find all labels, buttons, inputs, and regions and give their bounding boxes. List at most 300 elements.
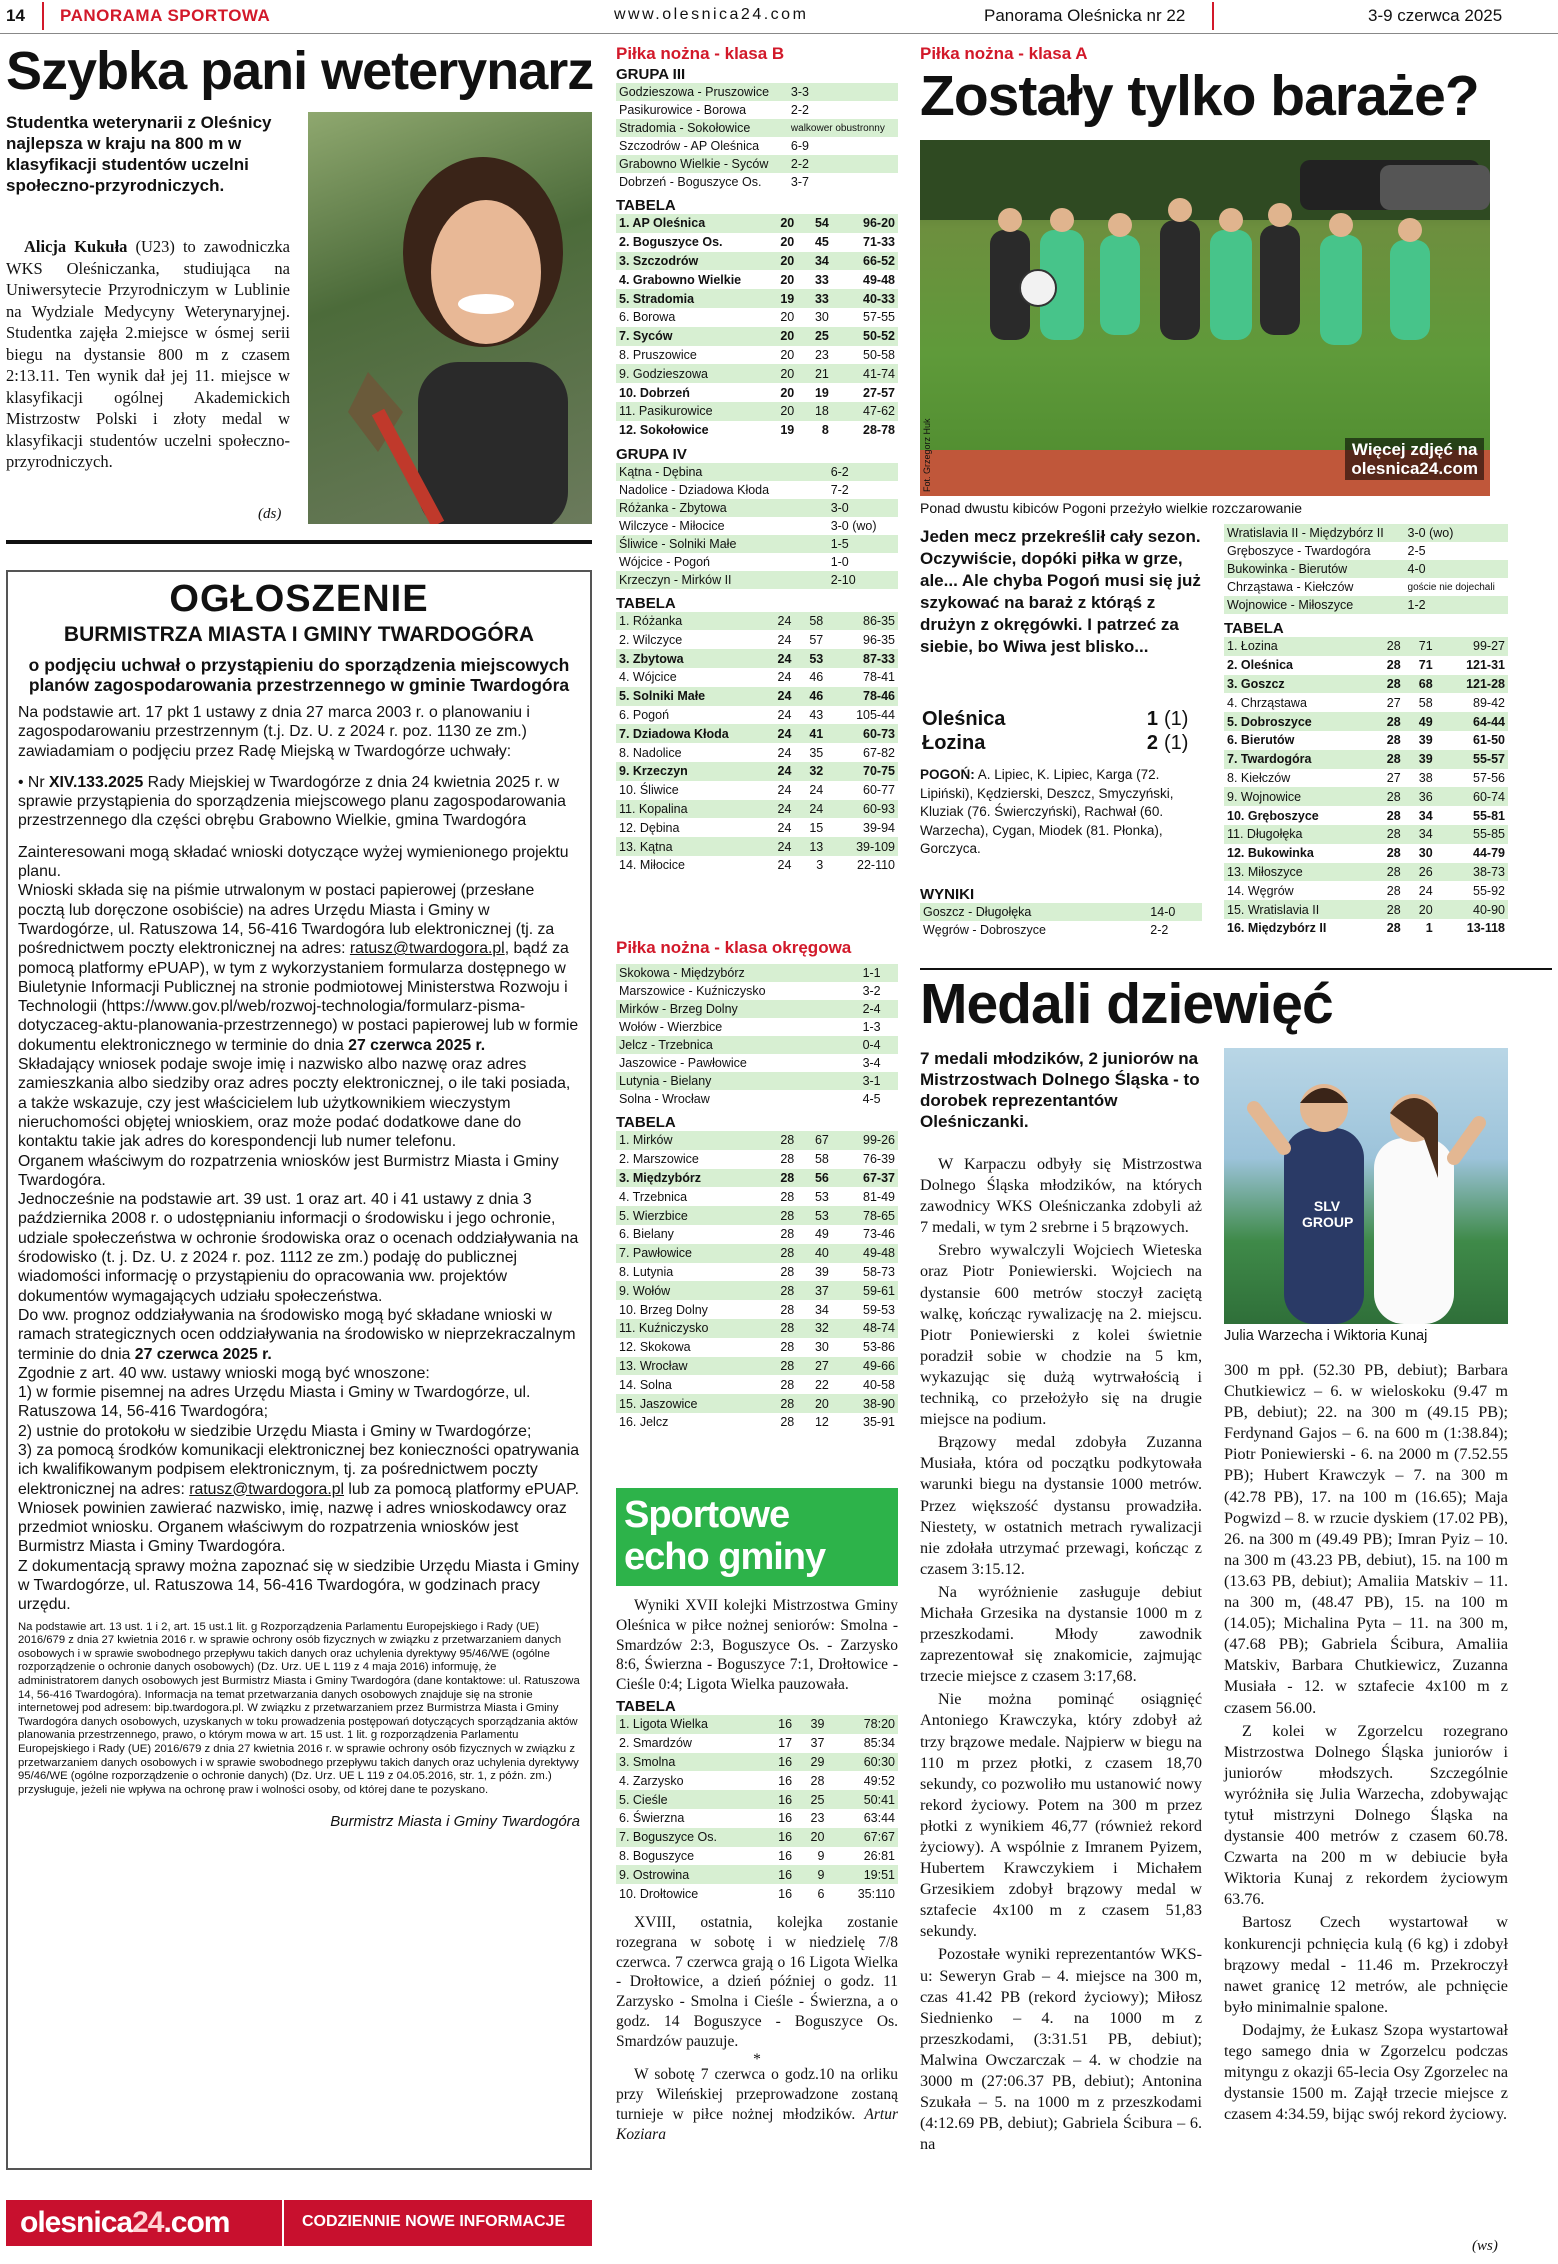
result-row (616, 517, 898, 535)
match-teams: Wilczyce - Miłocice (619, 518, 725, 533)
goals: 39-94 (863, 820, 895, 835)
standings-row (1224, 750, 1508, 769)
goals: 78:20 (827, 1715, 898, 1734)
standings-row (1224, 881, 1508, 900)
standings-row (616, 421, 898, 440)
points: 26 (1404, 863, 1436, 882)
match-teams: Wojnowice - Miłoszyce (1224, 596, 1405, 614)
games: 28 (763, 1131, 798, 1150)
match-score: 3-1 (860, 1072, 898, 1090)
games: 24 (763, 724, 795, 743)
match-score: 1-0 (830, 554, 849, 569)
photo-caption: Ponad dwustu kibiców Pogoni przeżyło wielkie rozczarowanie (920, 500, 1303, 516)
result-row (920, 903, 1202, 921)
announcement-text (18, 703, 580, 1615)
games: 28 (763, 1206, 798, 1225)
points: 20 (795, 1828, 827, 1847)
goals: 60-77 (863, 783, 895, 798)
games: 16 (778, 1773, 793, 1788)
standings-row (616, 612, 898, 631)
article-title: Szybka pani weterynarz (6, 41, 594, 101)
points: 27 (797, 1357, 832, 1376)
announcement-authority: BURMISTRZA MIASTA I GMINY TWARDOGÓRA (63, 623, 535, 646)
team-name: 4. Wójcice (619, 670, 677, 685)
match-teams: Wratislavia II - Międzybórz II (1224, 524, 1405, 542)
standings-row (616, 364, 898, 383)
klasa-b-section (616, 44, 898, 875)
games: 16 (763, 1715, 795, 1734)
standings-row (616, 1715, 898, 1734)
points: 24 (1418, 883, 1433, 898)
ann-para: • Nr XIV.133.2025 Rady Miejskiej w Twardogórze z dnia 24 kwietnia 2025 r. w sprawie przystąpienia do sporządzenia miejscowego planu zagospodarowania przestrzennego dla części obrębu Grabowno Wielkie, gmina Twardogóra (18, 773, 566, 830)
score-row (922, 708, 1200, 730)
standings-row (616, 402, 898, 421)
goals: 59-61 (832, 1281, 898, 1300)
games: 20 (763, 364, 798, 383)
standings-row (1224, 712, 1508, 731)
games: 24 (777, 783, 792, 798)
match-teams: Chrząstawa - Kiełczów (1227, 580, 1354, 594)
result-row (1224, 524, 1508, 542)
points: 33 (797, 289, 832, 308)
points: 53 (797, 1206, 832, 1225)
goals: 35:110 (857, 1886, 895, 1901)
points: 49 (1404, 712, 1436, 731)
team-name: 8. Nadolice (619, 745, 682, 760)
points: 49 (814, 1227, 829, 1242)
match-teams: Szczodrów - AP Oleśnica (619, 139, 760, 153)
gmina-body: XVIII, ostatnia, kolejka zostanie rozegrana w sobotę i w niedzielę 7/8 czerwca. 7 czerwca grają o 16 Ligota Wielka - Drołtowice, a dzień później o godz. 11 Zarzysko - Smolna i Cieśle - Świerzna, a o godz. 14 Boguszyce - Boguszyce Os. Smardzów pauzuje. * W sobotę 7 czerwca o godz.10 na orliku przy Wileńskiej przeprowadzone zostaną turnieje w piłce nożnej młodzików. Artur Koziara (616, 1913, 898, 2143)
goals: 49:52 (863, 1773, 895, 1788)
gmina-article (616, 1596, 898, 2147)
standings-row (616, 1244, 898, 1263)
standings-row (616, 214, 898, 233)
match-teams: Pasikurowice - Borowa (619, 103, 747, 117)
article-paragraph: Nie można pominąć osiągnięć Antoniego Krawczyka, który zdobył aż trzy brązowe medale. Najpierw w biegu na 110 m przez płotki, z czasem 18,70 sekundy, co pozwoliło mu ustanowić nowy rekord życiowy. Potem na 300 m przez płotki z wynikiem 46,77 (również rekord życiowy). A wspólnie z Imranem Pyizem, Hubertem Krawczykiem i Michałem Grzesikiem zdobył brązowy medal w sztafecie 4x100 m z czasem 51,83 sekundy. (920, 1690, 1202, 1941)
article-paragraph: Dodajmy, że Łukasz Szopa wystartował tego samego dnia w Zgorzelcu podczas mityngu z okazji 65-lecia Osy Zgorzelec na dystansie 1500 m. Zajął trzecie miejsce z czasem 4:34.59, bijąc swój rekord życiowy. (1224, 2020, 1508, 2124)
team-name: 7. Syców (616, 327, 763, 346)
points: 23 (810, 1811, 825, 1826)
announcement-box (6, 570, 592, 2170)
points: 53 (794, 649, 826, 668)
match-teams: Nadolice - Dziadowa Kłoda (619, 482, 770, 497)
match-teams: Kątna - Dębina (616, 463, 828, 481)
match-score: 14-0 (1147, 903, 1202, 921)
points: 71 (1404, 637, 1436, 656)
games: 28 (780, 1152, 795, 1167)
result-row (616, 173, 898, 191)
goals: 40-90 (1436, 900, 1508, 919)
points: 23 (814, 347, 829, 362)
team-name: 2. Wilczyce (619, 632, 683, 647)
goals: 86-35 (826, 612, 898, 631)
match-score: 2-2 (1150, 923, 1169, 937)
goals: 59-53 (863, 1302, 895, 1317)
divider (920, 968, 1552, 970)
games: 24 (763, 687, 795, 706)
team-name: 16. Międzybórz II (1227, 921, 1327, 936)
result-row (616, 553, 898, 571)
issue-label: Panorama Oleśnicka nr 22 (984, 6, 1186, 25)
announcement-signature: Burmistrz Miasta i Gminy Twardogóra (330, 1813, 580, 1831)
games: 28 (1372, 637, 1404, 656)
games: 24 (777, 707, 792, 722)
team-name: 11. Kuźniczysko (616, 1319, 763, 1338)
table-heading: TABELA (1224, 620, 1284, 637)
standings-table (616, 214, 898, 440)
games: 16 (763, 1790, 795, 1809)
games: 28 (1372, 712, 1404, 731)
points: 34 (1418, 808, 1433, 823)
ann-para: 1) w formie pisemnej na adres Urzędu Miasta i Gminy w Twardogórze, ul. Ratuszowa 14, 56-416 Twardogóra; (18, 1384, 531, 1421)
result-row (616, 1036, 898, 1054)
match-score: 3-0 (wo) (830, 518, 877, 533)
standings-row (616, 1187, 898, 1206)
games: 28 (1386, 733, 1401, 748)
games: 28 (1386, 846, 1401, 861)
games: 28 (1386, 921, 1401, 936)
games: 28 (780, 1302, 795, 1317)
team-name: 9. Krzeczyn (616, 762, 763, 781)
games: 20 (763, 327, 798, 346)
games: 24 (763, 762, 795, 781)
team-name: 4. Zarzysko (619, 1773, 684, 1788)
goals: 35-91 (863, 1415, 895, 1430)
goals: 96-20 (832, 214, 898, 233)
standings-row (616, 1357, 898, 1376)
team-name: 1. Różanka (616, 612, 763, 631)
match-teams: Wołów - Wierzbice (619, 1020, 723, 1034)
games: 16 (763, 1828, 795, 1847)
email-link[interactable]: ratusz@twardogora.pl (189, 1480, 345, 1498)
team-name: 3. Smolna (616, 1753, 763, 1772)
points: 30 (814, 1340, 829, 1355)
team-name: 5. Stradomia (616, 289, 763, 308)
games: 28 (780, 1264, 795, 1279)
team-name: 12. Bukowinka (1227, 846, 1314, 861)
article-title: Zostały tylko baraże? (920, 64, 1479, 128)
standings-row (616, 346, 898, 365)
games: 28 (1372, 675, 1404, 694)
goals: 55-81 (1473, 808, 1505, 823)
standings-row (1224, 656, 1508, 675)
points: 67 (797, 1131, 832, 1150)
games: 20 (780, 347, 795, 362)
article-paragraph: Brązowy medal zdobyła Zuzanna Musiała, która od początku podkytowała warunki biegu na dystansie 1000 metrów. Przez większość dystansu prowadziła. Niestety, w ostatnich metrach rywalizacji nie zdołała utrzymać przewagi, kończąc z czasem 3:15.12. (920, 1433, 1202, 1578)
athletes-photo (1224, 1048, 1508, 1324)
points: 22 (814, 1377, 829, 1392)
points: 54 (797, 214, 832, 233)
standings-row (1224, 844, 1508, 863)
standings-row (616, 649, 898, 668)
standings-row (1224, 863, 1508, 882)
standings-row (616, 252, 898, 271)
games: 24 (763, 837, 795, 856)
team-name: 10. Śliwice (619, 783, 679, 798)
standings-row (616, 308, 898, 327)
goals: 44-79 (1473, 846, 1505, 861)
team-name: 7. Dziadowa Kłoda (616, 724, 763, 743)
shirt-logo: SLV GROUP (1302, 1198, 1354, 1230)
points: 53 (814, 1189, 829, 1204)
games: 16 (763, 1753, 795, 1772)
ann-para: Wniosek powinien zawierać nazwisko, imię, nazwę i adres wnioskodawcy oraz przedmiot wniosku. Organem właściwym do rozpatrzenia wniosków jest Burmistrz Miasta i Gminy Twardogóra. (18, 1499, 567, 1556)
points: 9 (795, 1865, 827, 1884)
email-link[interactable]: ratusz@twardogora.pl (349, 940, 505, 958)
match-teams: Lutynia - Bielany (616, 1072, 860, 1090)
points: 32 (794, 762, 826, 781)
points: 1 (1425, 921, 1433, 936)
games: 28 (780, 1340, 795, 1355)
team-lineup: POGOŃ: A. Lipiec, K. Lipiec, Karga (72. Lipiński), Kędzierski, Deszcz, Smyczyński, Kluziak (76. Świerczyński), Rachwał (60. Warzecha), Cygan, Miodek (81. Płonka), Gorczyca. (920, 767, 1174, 856)
article-paragraph: 300 m ppł. (52.30 PB, debiut); Barbara Chutkiewicz – 6. w wieloskoku (9.47 m PB, debiut); 22. na 300 m (49.15 PB); Ferdynand Gajos – 6. na 600 m (1:38.84); Piotr Poniewierski - 6. na 2000 m (7.52.55 PB); Hubert Krawczyk – 7. na 300 m (42.78 PB), 17. na 100 m (16.65); Maja Pogwizd – 8. w rzucie dyskiem (17.02 PB), 26. na 300 m (49.49 PB); Imran Pyiz – 10. na 300 m (43.23 PB, debiut), 15. na 100 m (13.63 PB, debiut); Amaliia Matskiv – 11. na 300 m, (48.47 PB), 15. na 100 m (14.05); Michalina Pyta – 11. na 300 m, (47.68 PB); Gabriela Ścibura, Amaliia Matskiv, Barbara Chutkiewicz, Zuzanna Musiała - 12. w sztafecie 4x100 m z czasem 56.00. (1224, 1361, 1508, 1717)
games: 28 (1372, 825, 1404, 844)
points: 39 (1404, 750, 1436, 769)
match-score: 3-0 (828, 499, 898, 517)
team-name: 4. Grabowno Wielkie (619, 272, 742, 287)
goals: 64-44 (1436, 712, 1508, 731)
points: 30 (1418, 846, 1433, 861)
standings-table (1224, 637, 1508, 938)
goals: 27-57 (863, 385, 895, 400)
team-name: 6. Pogoń (619, 707, 670, 722)
goals: 76-39 (863, 1152, 895, 1167)
points: 30 (814, 310, 829, 325)
announcement-subject: o podjęciu uchwał o przystąpieniu do sporządzenia miejscowych planów zagospodarowania przestrzennego w gminie Twardogóra (28, 655, 570, 695)
points: 34 (797, 252, 832, 271)
goals: 121-28 (1436, 675, 1508, 694)
table-heading: TABELA (616, 1114, 676, 1131)
article-lead: Studentka weterynarii z Oleśnicy najlepsza w kraju na 800 m w klasyfikacji studentów uczelni społeczno-przyrodniczych. (6, 113, 272, 195)
goals: 78-65 (832, 1206, 898, 1225)
standings-table (616, 612, 898, 875)
goals: 73-46 (863, 1227, 895, 1242)
result-row (616, 571, 898, 589)
team-name: 8. Pruszowice (619, 347, 697, 362)
games: 16 (778, 1886, 793, 1901)
team-name: 9. Wojnowice (1224, 787, 1372, 806)
group-heading: GRUPA IV (616, 445, 687, 463)
games: 20 (780, 310, 795, 325)
standings-row (616, 1865, 898, 1884)
games: 19 (780, 423, 795, 438)
result-row (616, 535, 898, 553)
results-table (1224, 524, 1508, 614)
points: 58 (794, 612, 826, 631)
goals: 85:34 (863, 1736, 895, 1751)
article-paragraph: Z kolei w Zgorzelcu rozegrano Mistrzostwa Dolnego Śląska juniorów i juniorów młodszych. Szczególnie wyróżniła się Julia Warzecha, zdobywając tytuł mistrzyni Dolnego Śląska na dystansie 400 metrów z czasem 60.78. Czwarta na 200 m w debiucie była Wiktoria Kunaj z rekordem życiowym 63.76. (1224, 1721, 1508, 1909)
section-heading: Piłka nożna - klasa okręgowa (616, 938, 852, 957)
match-score: 4-0 (1405, 560, 1508, 578)
goals: 49-66 (832, 1357, 898, 1376)
result-row (616, 1090, 898, 1108)
site-url[interactable]: www.olesnica24.com (614, 6, 809, 23)
match-score: 2-10 (828, 571, 898, 589)
goals: 38-73 (1436, 863, 1508, 882)
match-score: 3-7 (790, 175, 809, 189)
standings-row (1224, 675, 1508, 694)
issue-date: 3-9 czerwca 2025 (1368, 6, 1503, 25)
match-score: 2-2 (790, 103, 809, 117)
points: 39 (795, 1715, 827, 1734)
points: 19 (814, 385, 829, 400)
team-name: 14. Solna (619, 1377, 672, 1392)
photo-caption: Julia Warzecha i Wiktoria Kunaj (1224, 1328, 1428, 1344)
games: 24 (777, 820, 792, 835)
team-name: 9. Ostrowina (616, 1865, 763, 1884)
standings-row (616, 1281, 898, 1300)
team-name: 12. Dębina (619, 820, 680, 835)
points: 57 (809, 632, 824, 647)
ann-para: Składający wniosek podaje swoje imię i nazwisko albo nazwę oraz adres zamieszkania albo siedziby oraz adres poczty elektronicznej, o ile taki posiada, a także wskazuje, czy jest właścicielem lub użytkownikiem wieczystym nieruchomości objętej wnioskiem, oraz może podać dodatkowe dane do kontaktu takie jak adres do korespondencji lub numer telefonu. (18, 1056, 571, 1151)
results-heading: WYNIKI (920, 886, 975, 903)
standings-row (616, 743, 898, 762)
separator-star: * (753, 2050, 761, 2068)
athletes-photo-illustration (1224, 1048, 1508, 1324)
points: 56 (797, 1169, 832, 1188)
points: 41 (794, 724, 826, 743)
footer-banner[interactable] (6, 2200, 592, 2246)
goals: 71-33 (863, 235, 895, 250)
goals: 49-48 (832, 1244, 898, 1263)
standings-row (616, 383, 898, 402)
games: 27 (1386, 770, 1401, 785)
points: 32 (797, 1319, 832, 1338)
article-lead: Jeden mecz przekreślił cały sezon. Oczywiście, dopóki piłka w grze, ale... Ale chyba Pogoń musi się już szykować na baraż z którąś z drużyn z okręgówki. I patrzeć za siebie, bo Wiwa jest blisko... (920, 527, 1201, 656)
standings-row (616, 1734, 898, 1753)
goals: 60-93 (826, 800, 898, 819)
team-name: 8. Lutynia (619, 1264, 674, 1279)
games: 20 (763, 402, 798, 421)
result-row (1224, 578, 1508, 596)
match-score: 2-4 (860, 1000, 898, 1018)
goals: 60-73 (826, 724, 898, 743)
standings-row (1224, 825, 1508, 844)
games: 28 (780, 1227, 795, 1242)
games: 27 (1386, 695, 1401, 710)
games: 20 (763, 252, 798, 271)
standings-row (616, 1319, 898, 1338)
article-signature: Artur Koziara (616, 2105, 898, 2143)
games: 16 (763, 1865, 795, 1884)
result-row (616, 83, 898, 101)
klasa-a-results-left (920, 880, 1202, 939)
games: 28 (780, 1377, 795, 1392)
match-teams: Gręboszyce - Twardogóra (1227, 544, 1371, 558)
games: 19 (763, 289, 798, 308)
goals: 38-90 (832, 1394, 898, 1413)
match-score: 3-2 (862, 984, 881, 998)
standings-row (616, 668, 898, 687)
goals: 47-62 (832, 402, 898, 421)
goals: 67-82 (863, 745, 895, 760)
team-name: 7. Pawłowice (616, 1244, 763, 1263)
points: 34 (1404, 825, 1436, 844)
team-name: Oleśnica (922, 708, 1006, 730)
goals: 60:30 (827, 1753, 898, 1772)
goals: 49-48 (863, 272, 895, 287)
match-score: 1-5 (828, 535, 898, 553)
results-table (920, 903, 1202, 939)
games: 24 (777, 670, 792, 685)
games: 16 (778, 1848, 793, 1863)
team-name: 2. Oleśnica (1227, 658, 1294, 673)
goals: 55-92 (1473, 883, 1505, 898)
standings-row (616, 762, 898, 781)
goals: 67:67 (827, 1828, 898, 1847)
result-row (1224, 596, 1508, 614)
points: 68 (1404, 675, 1436, 694)
standings-row (616, 800, 898, 819)
announcement-title: OGŁOSZENIE (169, 578, 429, 620)
table-heading: TABELA (616, 197, 676, 214)
match-teams: Grabowno Wielkie - Syców (616, 155, 788, 173)
match-teams: Jaszowice - Pawłowice (619, 1056, 747, 1070)
team-name: 1. Mirków (616, 1131, 763, 1150)
result-row (616, 137, 898, 155)
gdpr-notice: Na podstawie art. 13 ust. 1 i 2, art. 15 ust.1 lit. g Rozporządzenia Parlamentu Europejskiego i Rady (UE) 2016/679 z dnia 27 kwietnia 2016 r. w sprawie ochrony osób fizycznych w związku z przetwarzaniem danych osobowych i w sprawie swobodnego przepływu takich danych oraz uchylenia dyrektywy 95/46/WE (ogólne rozporządzenie o ochronie danych osobowych) (Dz. Urz. UE L 119 z 4 maja 2016) informuję, że administratorem danych osobowych jest Burmistrz Miasta i Gminy Twardogóra (dane kontaktowe: ul. Ratuszowa 14, 56-416 Twardogóra). Informacja na temat przetwarzania danych osobowych znajduje się na stronie internetowej pod adresem: bip.twardogora.pl. W związku z przetwarzaniem przez Burmistrza Miasta i Gminy Twardogóra danych osobowych, uzyskanych w toku prowadzenia postępowań dotyczących sporządzania aktów planowania przestrzennego, prawo, o którym mowa w art. 15 ust. 1 lit. g rozporządzenia Parlamentu Europejskiego i Rady (UE) 2016/679 z dnia 27 kwietnia 2016 r. w sprawie ochrony osób fizycznych w związku z przetwarzaniem danych osobowych i w sprawie swobodnego przepływu takich danych oraz uchylenia dyrektywy 95/46/WE (ogólne rozporządzenie o ochronie danych) (Dz. Urz. UE L 119 z 04.05.2016, str. 1, z późn. zm.) przysługuje, jeżeli nie wpływa na ochronę praw i wolności osoby, od której dane te pozyskano. (18, 1620, 580, 1796)
standings-row (616, 1847, 898, 1866)
gmina-heading-box (616, 1488, 898, 1586)
points: 9 (817, 1848, 825, 1863)
points: 45 (814, 235, 829, 250)
standings-row (616, 1263, 898, 1282)
team-name: 4. Trzebnica (619, 1189, 688, 1204)
team-name: 5. Dobroszyce (1224, 712, 1372, 731)
goals: 67-37 (832, 1169, 898, 1188)
points: 37 (797, 1281, 832, 1300)
goals: 55-85 (1436, 825, 1508, 844)
games: 24 (777, 745, 792, 760)
goals: 78-41 (863, 670, 895, 685)
gmina-intro: Wyniki XVII kolejki Mistrzostwa Gminy Oleśnica w piłce nożnej seniorów: Smolna - Smardzów 2:3, Boguszyce Os. - Zarzysko 8:6, Świerzna - Boguszyce 7:1, Drołtowice - Cieśle 0:4; Ligota Wielka pauzowała. (616, 1597, 898, 1694)
goals: 55-57 (1436, 750, 1508, 769)
team-name: 5. Wierzbice (616, 1206, 763, 1225)
points: 40 (797, 1244, 832, 1263)
table-heading: TABELA (616, 594, 676, 612)
article-signature: (ds) (258, 506, 282, 522)
goals: 41-74 (832, 364, 898, 383)
photo-credit: Fot. Grzegorz Huk (922, 418, 932, 492)
match-score: goście nie dojechali (1407, 581, 1495, 593)
more-photos-link[interactable]: Więcej zdjęć na olesnica24.com (1345, 438, 1484, 480)
team-name: 9. Wołów (616, 1281, 763, 1300)
article-body (6, 236, 290, 475)
match-teams: Różanka - Zbytowa (616, 499, 828, 517)
standings-row (616, 1771, 898, 1790)
goals: 105-44 (856, 707, 895, 722)
ann-para: Organem właściwym do rozpatrzenia wniosków jest Burmistrz Miasta i Gminy Twardogóra. (18, 1152, 559, 1189)
article-paragraph: Na wyróżnienie zasługuje debiut Michała Grzesika na dystansie 1000 m z przeszkodami. Młody zawodnik zaprezentował się znakomicie, zajmując trzecie miejsce z czasem 3:17,68. (920, 1582, 1202, 1686)
standings-row (616, 1394, 898, 1413)
points: 28 (810, 1773, 825, 1788)
result-row (616, 1000, 898, 1018)
points: 12 (814, 1415, 829, 1430)
ann-para: Z dokumentacją sprawy można zapoznać się w siedzibie Urzędu Miasta i Gminy w Twardogórze, ul. Ratuszowa 14, 56-416 Twardogóra, w godzinach pracy urzędu. (18, 1557, 580, 1614)
games: 24 (763, 800, 795, 819)
games: 20 (780, 272, 795, 287)
team-name: 6. Bielany (619, 1227, 674, 1242)
ann-para: 3) za pomocą środków komunikacji elektronicznej bez konieczności opatrywania ich kwalifikowanym podpisem elektronicznym, tj. za pośrednictwem poczty elektronicznej na adres: ratusz@twardogora.pl lub za pomocą platformy ePUAP. (18, 1441, 580, 1498)
games: 16 (778, 1811, 793, 1826)
team-name: 12. Sokołowice (619, 423, 709, 438)
goals: 50:41 (827, 1790, 898, 1809)
match-score: 3-4 (862, 1056, 881, 1070)
goals: 39-109 (826, 837, 898, 856)
team-name: 6. Świerzna (619, 1811, 685, 1826)
standings-row (616, 1884, 898, 1903)
goals: 48-74 (832, 1319, 898, 1338)
